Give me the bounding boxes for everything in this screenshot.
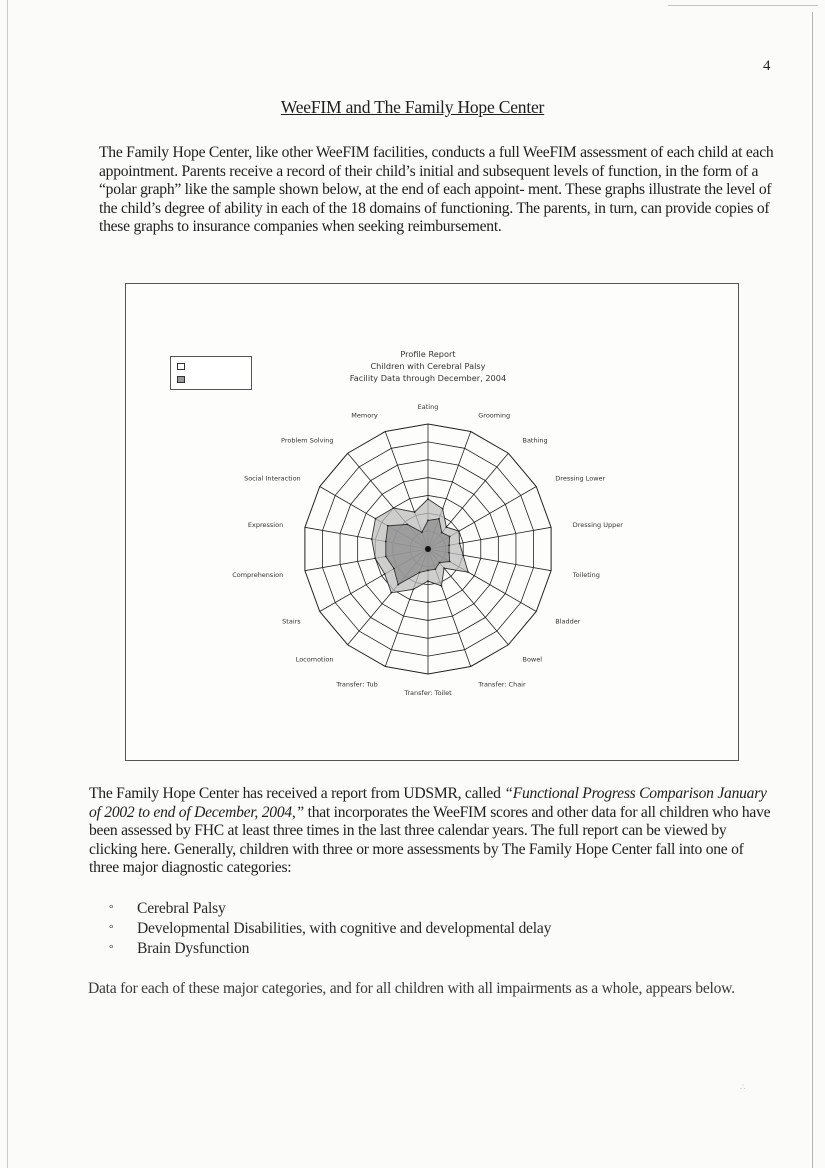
chart-legend <box>170 356 252 390</box>
series-point <box>462 554 464 556</box>
axis-category-label: Comprehension <box>232 570 284 579</box>
axis-category-label: Memory <box>351 411 378 420</box>
legend-entry-latest <box>177 375 191 387</box>
series-point <box>434 568 436 570</box>
series-point <box>441 532 443 534</box>
page-title: WeeFIM and The Family Hope Center <box>280 97 545 117</box>
series-point <box>406 523 408 525</box>
series-point <box>427 570 429 572</box>
list-item <box>108 899 551 919</box>
report-title: “Functional Progress Comparison January of 2002 to end of December, 2004,” <box>89 785 767 821</box>
series-point <box>427 520 429 522</box>
axis-category-label: Locomotion <box>295 655 334 664</box>
bullet-icon: ° <box>109 923 114 935</box>
report-text-rest: that incorporates the WeeFIM scores and other data for all children who have been assessed by FHC at least three times in the last three calendar years. The full report can be viewed by clicking here. Generally, children with three or more assessments by The Family Hope Center fall into one of three major diagnostic categories: <box>89 803 771 877</box>
axis-category-label: Dressing Lower <box>555 474 606 483</box>
report-paragraph <box>89 785 774 878</box>
axis-category-label: Bathing <box>522 436 548 445</box>
series-point <box>442 508 444 510</box>
legend-swatch-latest <box>177 376 185 383</box>
axis-category-label: Toileting <box>572 570 600 579</box>
intro-paragraph: The Family Hope Center, like other WeeFIM facilities, conducts a full WeeFIM assessment of each child at each appointment. Parents receive a record of their child’s initial and subsequent levels of function, in the form of a “polar graph” like the sample shown below, at the end of each appoint- ment. These graphs illustrate the level of the child’s degree of ability in each of the 18 domains of functioning. The parents, in turn, can provide copies of these graphs to insurance companies when seeking reimbursement. <box>99 144 774 236</box>
scan-right-edge <box>812 12 813 1168</box>
series-point <box>419 572 421 574</box>
axis-category-label: Bladder <box>555 617 581 626</box>
series-point <box>448 544 450 546</box>
axis-category-label: Transfer: Chair <box>478 680 526 689</box>
axis-category-label: Grooming <box>478 411 511 420</box>
series-point <box>414 511 416 513</box>
series-point <box>387 525 389 527</box>
bullet-icon: ° <box>109 903 114 915</box>
series-point <box>393 507 395 509</box>
series-point <box>459 543 461 545</box>
legend-entry-initial <box>177 362 191 374</box>
axis-category-label: Social Interaction <box>244 474 301 483</box>
series-point <box>449 536 451 538</box>
series-point <box>445 526 447 528</box>
axis-category-label: Stairs <box>282 617 301 626</box>
chart-title-line: Children with Cerebral Palsy <box>370 361 486 371</box>
series-point <box>385 556 387 558</box>
diagnostic-categories-list <box>108 899 551 959</box>
list-item <box>108 939 551 959</box>
axis-category-label: Eating <box>417 403 439 411</box>
series-point <box>458 530 460 532</box>
series-point <box>393 568 395 570</box>
scan-left-edge <box>7 0 8 1168</box>
series-point <box>439 562 441 564</box>
series-point <box>375 518 377 520</box>
legend-swatch-initial <box>177 363 185 370</box>
chart-title-line: Profile Report <box>400 349 456 359</box>
scan-speck: ∴ <box>740 1082 746 1092</box>
polar-graph <box>125 283 737 759</box>
series-point <box>449 561 451 563</box>
series-point <box>390 592 392 594</box>
series-point <box>421 531 423 533</box>
axis-category-label: Transfer: Toilet <box>404 689 452 697</box>
chart-title-line: Facility Data through December, 2004 <box>349 373 507 383</box>
series-point <box>427 580 429 582</box>
center-hub <box>425 546 431 552</box>
series-point <box>374 557 376 559</box>
axis-category-label: Dressing Upper <box>572 521 623 530</box>
series-point <box>448 552 450 554</box>
list-item <box>108 919 551 939</box>
axis-category-label: Bowel <box>522 655 543 664</box>
axis-category-label: Expression <box>247 521 284 530</box>
series-point <box>438 518 440 520</box>
list-item-label: Brain Dysfunction <box>137 940 250 957</box>
list-item-label: Developmental Disabilities, with cognitive and developmental delay <box>137 920 552 937</box>
series-point <box>385 541 387 543</box>
series-point <box>467 571 469 573</box>
series-point <box>443 567 445 569</box>
series-point <box>397 584 399 586</box>
axis-category-label: Transfer: Tub <box>336 680 378 689</box>
series-point <box>412 588 414 590</box>
series-point <box>427 498 429 500</box>
series-point <box>441 585 443 587</box>
axis-category-label: Problem Solving <box>281 436 334 445</box>
series-point <box>371 538 373 540</box>
series-point <box>384 573 386 575</box>
closing-paragraph: Data for each of these major categories, and for all children with all impairments as a whole, appears below. <box>88 980 735 997</box>
bullet-icon: ° <box>109 943 114 955</box>
report-text-lead: The Family Hope Center has received a report from UDSMR, called <box>89 785 505 802</box>
list-item-label: Cerebral Palsy <box>137 900 226 917</box>
scan-top-rule <box>668 5 818 6</box>
page-number: 4 <box>763 58 771 74</box>
